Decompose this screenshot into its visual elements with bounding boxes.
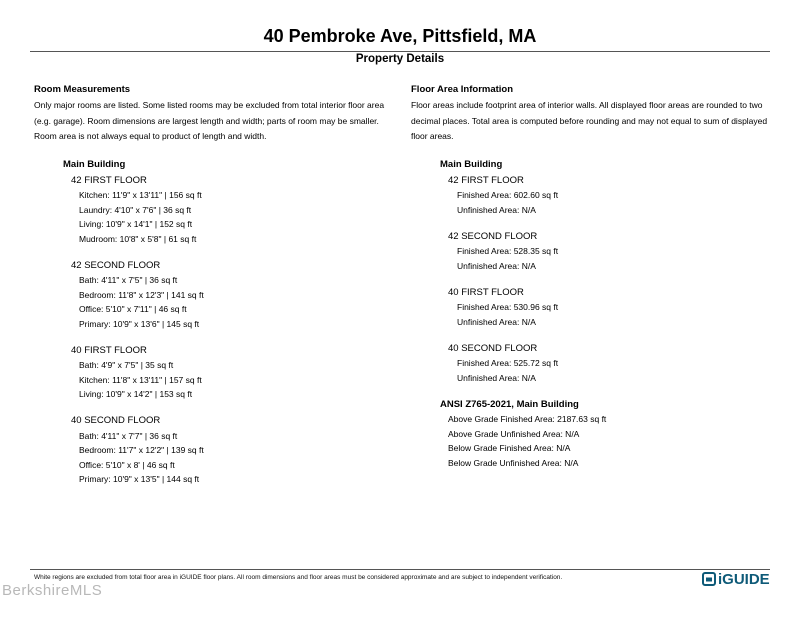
description-line: floor areas. xyxy=(411,131,454,141)
floor-name: 40 FIRST FLOOR xyxy=(71,344,147,356)
room-item: Bath: 4'9" x 7'5" | 35 sq ft xyxy=(79,360,174,370)
finished-area: Finished Area: 525.72 sq ft xyxy=(457,358,559,368)
footer-divider xyxy=(30,569,770,570)
floor-group xyxy=(34,344,394,402)
room-item: Bedroom: 11'8" x 12'3" | 141 sq ft xyxy=(79,289,204,300)
floor-name: 42 FIRST FLOOR xyxy=(71,174,147,186)
description-line: Room area is not always equal to product of length and width. xyxy=(34,131,267,141)
ansi-item: Below Grade Unfinished Area: N/A xyxy=(448,457,579,468)
room-item: Bath: 4'11" x 7'5" | 36 sq ft xyxy=(79,275,178,285)
unfinished-area: Unfinished Area: N/A xyxy=(457,204,536,215)
room-item: Office: 5'10" x 7'11" | 46 sq ft xyxy=(79,304,187,314)
room-measurements-section xyxy=(34,83,394,499)
room-item: Living: 10'9" x 14'1" | 152 sq ft xyxy=(79,219,193,229)
finished-area: Finished Area: 528.35 sq ft xyxy=(457,246,559,256)
watermark: BerkshireMLS xyxy=(2,582,103,599)
room-item: Kitchen: 11'8" x 13'11" | 157 sq ft xyxy=(79,374,202,385)
floor-area-group xyxy=(411,174,776,217)
floor-area-heading: Floor Area Information xyxy=(411,84,514,95)
room-item: Primary: 10'9" x 13'6" | 145 sq ft xyxy=(79,318,200,329)
page-title: 40 Pembroke Ave, Pittsfield, MA xyxy=(263,26,537,46)
room-item: Bedroom: 11'7" x 12'2" | 139 sq ft xyxy=(79,445,204,455)
header-divider xyxy=(30,51,770,52)
unfinished-area: Unfinished Area: N/A xyxy=(457,372,536,383)
floor-name: 40 SECOND FLOOR xyxy=(71,415,161,426)
ansi-heading: ANSI Z765-2021, Main Building xyxy=(440,398,579,410)
room-measurements-heading: Room Measurements xyxy=(34,84,131,95)
iguide-logo xyxy=(702,571,770,587)
footer-note: White regions are excluded from total floor area in iGUIDE floor plans. All room dimensions and floor areas must be considered approximate and are subject to independent verification. xyxy=(34,574,563,581)
unfinished-area: Unfinished Area: N/A xyxy=(457,260,536,271)
ansi-item: Above Grade Unfinished Area: N/A xyxy=(448,428,580,439)
finished-area: Finished Area: 530.96 sq ft xyxy=(457,302,559,312)
room-measurements-description xyxy=(34,98,394,145)
building-heading: Main Building xyxy=(63,158,126,170)
floor-group xyxy=(34,414,394,486)
floor-name: 40 SECOND FLOOR xyxy=(448,342,538,354)
description-line: decimal places. Total area is computed before rounding and may not equal to sum of displayed xyxy=(411,115,768,126)
description-line: (e.g. garage). Room dimensions are largest length and width; parts of room may be smaller. xyxy=(34,115,379,126)
floor-area-description xyxy=(411,98,776,145)
unfinished-area: Unfinished Area: N/A xyxy=(457,316,536,327)
brand-name: iGUIDE xyxy=(718,570,770,588)
room-item: Primary: 10'9" x 13'5" | 144 sq ft xyxy=(79,474,200,484)
room-item: Office: 5'10" x 8' | 46 sq ft xyxy=(79,459,175,470)
floor-group xyxy=(34,259,394,331)
description-line: Only major rooms are listed. Some listed rooms may be excluded from total interior floor area xyxy=(34,100,385,110)
floor-area-group xyxy=(411,230,776,273)
floor-area-group xyxy=(411,286,776,329)
ansi-item: Below Grade Finished Area: N/A xyxy=(448,443,571,453)
floor-group xyxy=(34,174,394,246)
room-item: Kitchen: 11'9" x 13'11" | 156 sq ft xyxy=(79,190,202,200)
room-item: Mudroom: 10'8" x 5'8" | 61 sq ft xyxy=(79,233,197,244)
page-subtitle: Property Details xyxy=(355,53,445,65)
building-heading: Main Building xyxy=(440,158,503,170)
floor-area-group xyxy=(411,342,776,385)
room-item: Laundry: 4'10" x 7'6" | 36 sq ft xyxy=(79,204,192,215)
floor-name: 42 FIRST FLOOR xyxy=(448,174,524,186)
iguide-logo-icon xyxy=(702,572,716,586)
floor-area-section xyxy=(411,83,776,470)
room-item: Living: 10'9" x 14'2" | 153 sq ft xyxy=(79,389,193,399)
finished-area: Finished Area: 602.60 sq ft xyxy=(457,190,559,200)
room-item: Bath: 4'11" x 7'7" | 36 sq ft xyxy=(79,430,178,441)
description-line: Floor areas include footprint area of interior walls. All displayed floor areas are rounded to two xyxy=(411,100,763,110)
floor-name: 42 SECOND FLOOR xyxy=(71,259,161,271)
floor-name: 40 FIRST FLOOR xyxy=(448,286,524,298)
ansi-item: Above Grade Finished Area: 2187.63 sq ft xyxy=(448,414,607,424)
floor-name: 42 SECOND FLOOR xyxy=(448,230,538,242)
